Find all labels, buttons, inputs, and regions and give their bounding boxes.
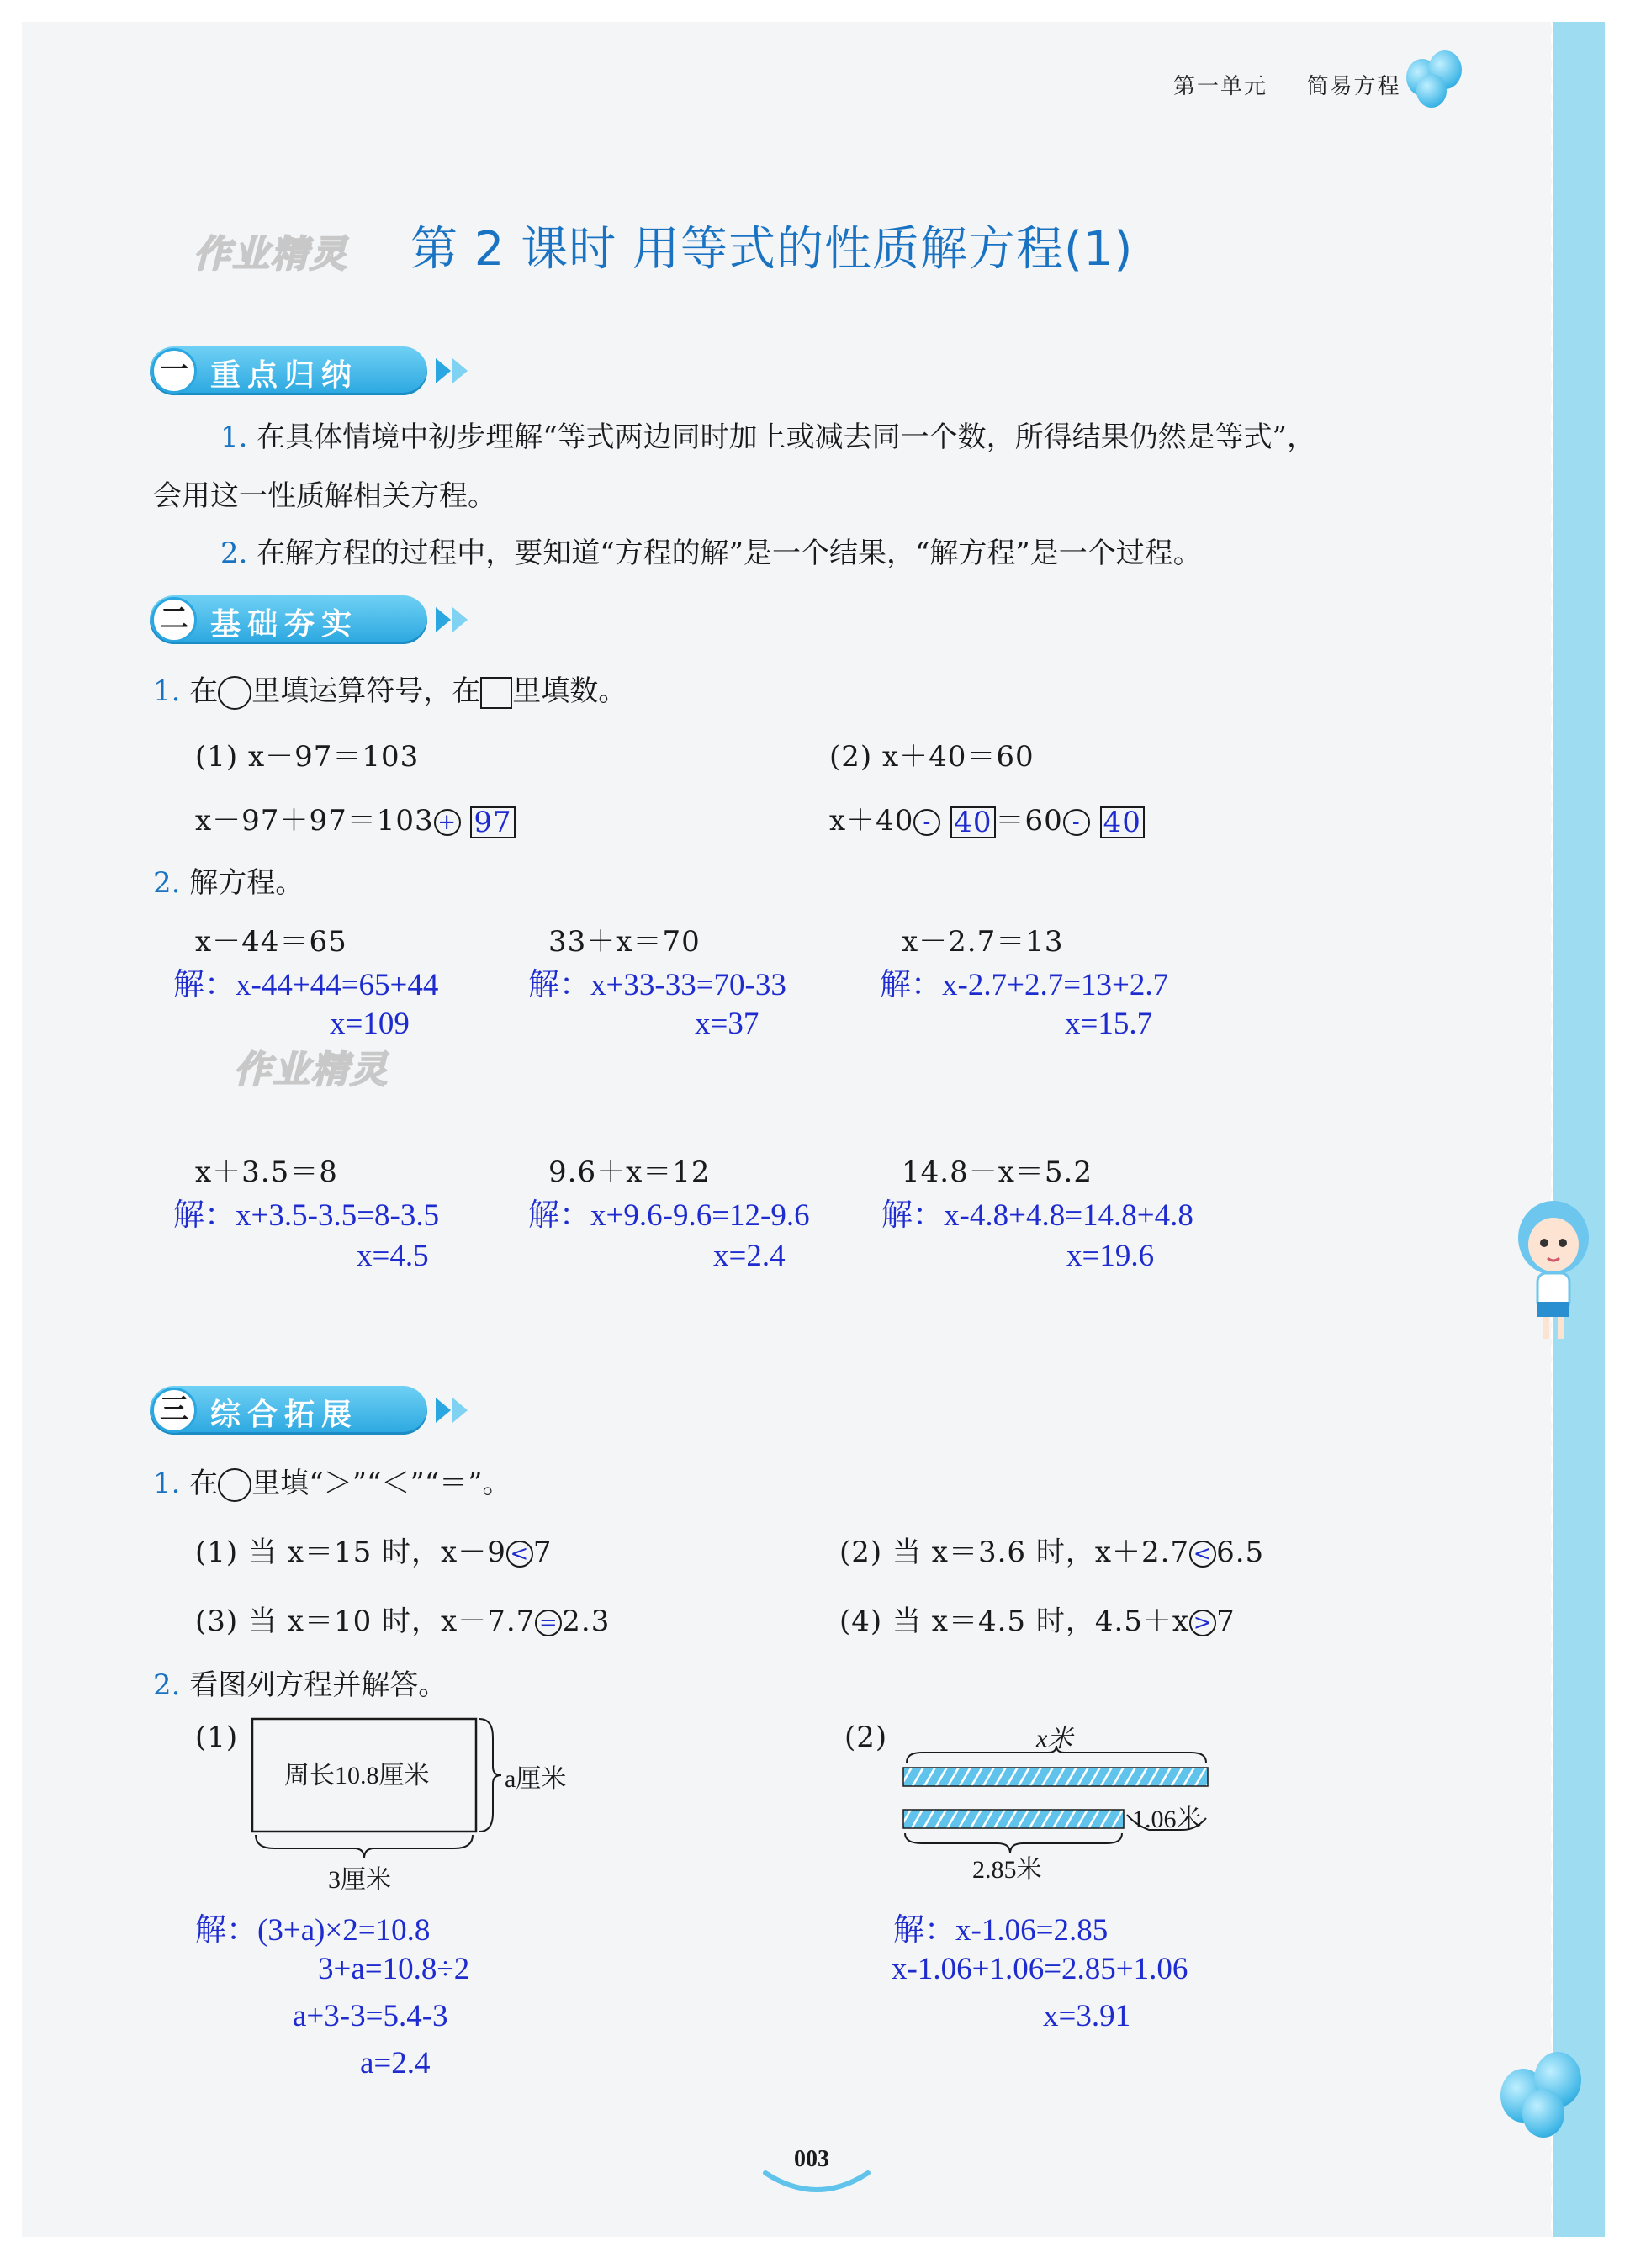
compare-circle: = xyxy=(535,1610,562,1636)
double-arrow-icon xyxy=(436,1396,474,1425)
section-header-key-points xyxy=(150,346,503,395)
key-point-1-line2: 会用这一性质解相关方程。 xyxy=(153,479,496,513)
section-number: 二 xyxy=(151,597,197,642)
handwritten-result: x=19.6 xyxy=(1066,1239,1155,1273)
handwritten-solution: 解：x-44+44=65+44 xyxy=(173,968,439,1002)
operator-circle: + xyxy=(434,809,461,836)
circle-blank-icon xyxy=(218,1468,251,1502)
compare-circle: < xyxy=(1189,1541,1216,1568)
double-arrow-icon xyxy=(436,605,474,634)
page-number: 003 xyxy=(794,2146,829,2172)
handwritten-solution: 解：x-2.7+2.7=13+2.7 xyxy=(880,968,1169,1002)
answer-box: 40 xyxy=(950,806,995,838)
operator-circle: - xyxy=(1063,809,1090,836)
header-unit: 第一单元 xyxy=(1173,74,1268,99)
section-title: 综合拓展 xyxy=(210,1398,359,1432)
basic-q1-prompt: 1. 在 里填运算符号，在 里填数。 xyxy=(153,674,627,708)
figure-2-right: 1.06米 xyxy=(1132,1805,1202,1833)
handwritten-solution: 解：x-1.06=2.85 xyxy=(893,1913,1109,1948)
section-header-basic xyxy=(150,595,503,644)
compare-item: (1) 当 x＝15 时，x－9 < 7 xyxy=(195,1536,553,1569)
answer-box: 40 xyxy=(1100,806,1145,838)
section-title: 重点归纳 xyxy=(210,358,359,393)
watermark-middle: 作业精灵 xyxy=(234,1049,389,1092)
figure-1-bottom: 3厘米 xyxy=(328,1866,391,1894)
compare-circle: > xyxy=(1189,1610,1216,1636)
extend-q1-prompt: 1. 在 里填“＞”“＜”“＝”。 xyxy=(153,1467,511,1500)
compare-item: (3) 当 x＝10 时，x－7.7 = 2.3 xyxy=(195,1605,611,1638)
compare-item: (2) 当 x＝3.6 时，x＋2.7 < 6.5 xyxy=(839,1536,1265,1569)
compare-item: (4) 当 x＝4.5 时，4.5＋x > 7 xyxy=(839,1605,1236,1638)
figure-1-side: a厘米 xyxy=(505,1765,567,1793)
handwritten-solution: 解：x+33-33=70-33 xyxy=(528,968,786,1002)
figure-1-perimeter: 周长10.8厘米 xyxy=(284,1762,430,1790)
handwritten-solution: 解：x-4.8+4.8=14.8+4.8 xyxy=(881,1198,1193,1233)
handwritten-solution: 3+a=10.8÷2 xyxy=(318,1952,470,1986)
decorative-sidebar xyxy=(1553,22,1605,2237)
handwritten-solution: 解：x+9.6-9.6=12-9.6 xyxy=(528,1198,810,1233)
basic-q1a-step: x－97＋97＝103 + 97 xyxy=(195,797,516,838)
watermark-top: 作业精灵 xyxy=(193,233,348,276)
equation: x＋3.5＝8 xyxy=(195,1155,338,1189)
section-header-extend xyxy=(150,1386,503,1435)
page-number-ornament xyxy=(762,2170,871,2200)
rectangle-figure xyxy=(249,1712,602,1880)
key-point-2: 2. 在解方程的过程中，要知道“方程的解”是一个结果，“解方程”是一个过程。 xyxy=(220,537,1202,570)
handwritten-result: x=15.7 xyxy=(1065,1007,1153,1041)
handwritten-solution: x-1.06+1.06=2.85+1.06 xyxy=(892,1952,1188,1986)
handwritten-solution: a+3-3=5.4-3 xyxy=(293,1999,448,2033)
handwritten-result: x=37 xyxy=(695,1007,759,1041)
section-number: 三 xyxy=(151,1388,197,1433)
equation: x－44＝65 xyxy=(195,925,347,959)
handwritten-solution: 解：x+3.5-3.5=8-3.5 xyxy=(173,1198,440,1233)
operator-circle: - xyxy=(913,809,940,836)
handwritten-solution: 解：(3+a)×2=10.8 xyxy=(195,1913,431,1948)
header-topic: 简易方程 xyxy=(1306,74,1401,99)
basic-q1b-equation: (2) x＋40＝60 xyxy=(829,740,1035,774)
section-number: 一 xyxy=(151,348,197,394)
circle-blank-icon xyxy=(218,676,251,710)
extend-q2-prompt: 2. 看图列方程并解答。 xyxy=(153,1668,447,1702)
compare-circle: < xyxy=(506,1541,533,1568)
equation: 14.8－x＝5.2 xyxy=(902,1155,1093,1189)
handwritten-result: a=2.4 xyxy=(360,2046,431,2080)
handwritten-result: x=3.91 xyxy=(1043,1999,1131,2033)
figure-2-top: x米 xyxy=(1036,1725,1073,1753)
equation: 33＋x＝70 xyxy=(548,925,701,959)
basic-q2-prompt: 2. 解方程。 xyxy=(153,866,304,900)
balloon-icon xyxy=(1406,49,1474,116)
handwritten-result: x=2.4 xyxy=(713,1239,786,1273)
basic-q1b-step: x＋40 - 40 ＝60 - 40 xyxy=(829,797,1145,838)
handwritten-result: x=109 xyxy=(330,1007,410,1041)
key-point-1-line1: 1. 在具体情境中初步理解“等式两边同时加上或减去同一个数，所得结果仍然是等式”， xyxy=(220,420,1316,454)
girl-illustration xyxy=(1507,1194,1600,1345)
figure-2-label: (2) xyxy=(844,1721,888,1754)
figure-1-label: (1) xyxy=(195,1721,239,1754)
equation: x－2.7＝13 xyxy=(902,925,1064,959)
answer-box: 97 xyxy=(470,806,515,838)
equation: 9.6＋x＝12 xyxy=(548,1155,711,1189)
section-title: 基础夯实 xyxy=(210,607,359,642)
double-arrow-icon xyxy=(436,357,474,385)
running-header xyxy=(1173,69,1401,100)
basic-q1a-equation: (1) x－97＝103 xyxy=(195,740,420,774)
figure-2-bottom: 2.85米 xyxy=(972,1856,1042,1884)
balloon-icon xyxy=(1500,2052,1593,2153)
handwritten-result: x=4.5 xyxy=(357,1239,429,1273)
page-title: 第 2 课时 用等式的性质解方程(1) xyxy=(410,222,1134,277)
square-blank-icon xyxy=(480,677,512,709)
